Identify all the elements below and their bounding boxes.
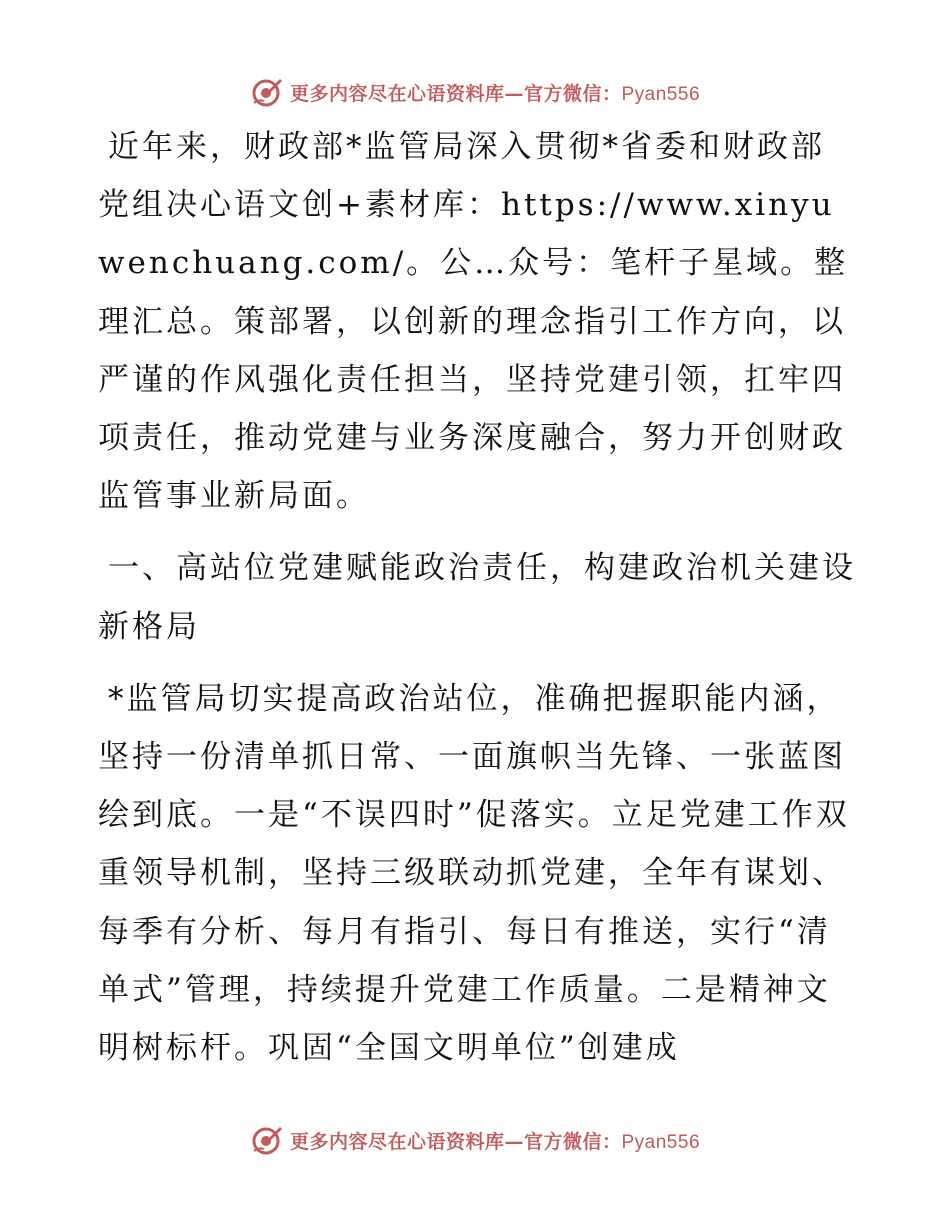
footer-banner-text [290, 1127, 700, 1154]
header-watermark-banner [0, 72, 950, 112]
document-body [98, 118, 858, 1077]
paragraph-section-1: *监管局切实提高政治站位，准确把握职能内涵，坚持一份清单抓日常、一面旗帜当先锋、一张蓝图绘到底。一是“不误四时”促落实。立足党建工作双重领导机制，坚持三级联动抓党建，全年有谋划、每季有分析、每月有指引、每日有推送，实行“清单式”管理，持续提升党建工作质量。二是精神文明树标杆。巩固“全国文明单位”创建成 [98, 680, 850, 1067]
paragraph-intro: 近年来，财政部*监管局深入贯彻*省委和财政部党组决心语文创+素材库：https://www.xinyuwenchuang.com/。公…众号：笔杆子星域。整理汇总。策部署，以创新的理念指引工作方向，以严谨的作风强化责任担当，坚持党建引领，扛牢四项责任，推动党建与业务深度融合，努力开创财政监管事业新局面。 [98, 129, 849, 515]
footer-watermark-banner [0, 1120, 950, 1160]
pen-circle-logo-icon [250, 1123, 284, 1157]
header-banner-wechat-id: Pyan556 [621, 83, 701, 105]
footer-banner-wechat-id: Pyan556 [621, 1131, 701, 1153]
header-banner-cn: 更多内容尽在心语资料库—官方微信： [289, 82, 622, 105]
header-banner-text [290, 79, 700, 106]
section-heading-1: 一、高站位党建赋能政治责任，构建政治机关建设新格局 [98, 550, 856, 645]
pen-circle-logo-icon [250, 75, 284, 109]
footer-banner-cn: 更多内容尽在心语资料库—官方微信： [289, 1130, 622, 1153]
